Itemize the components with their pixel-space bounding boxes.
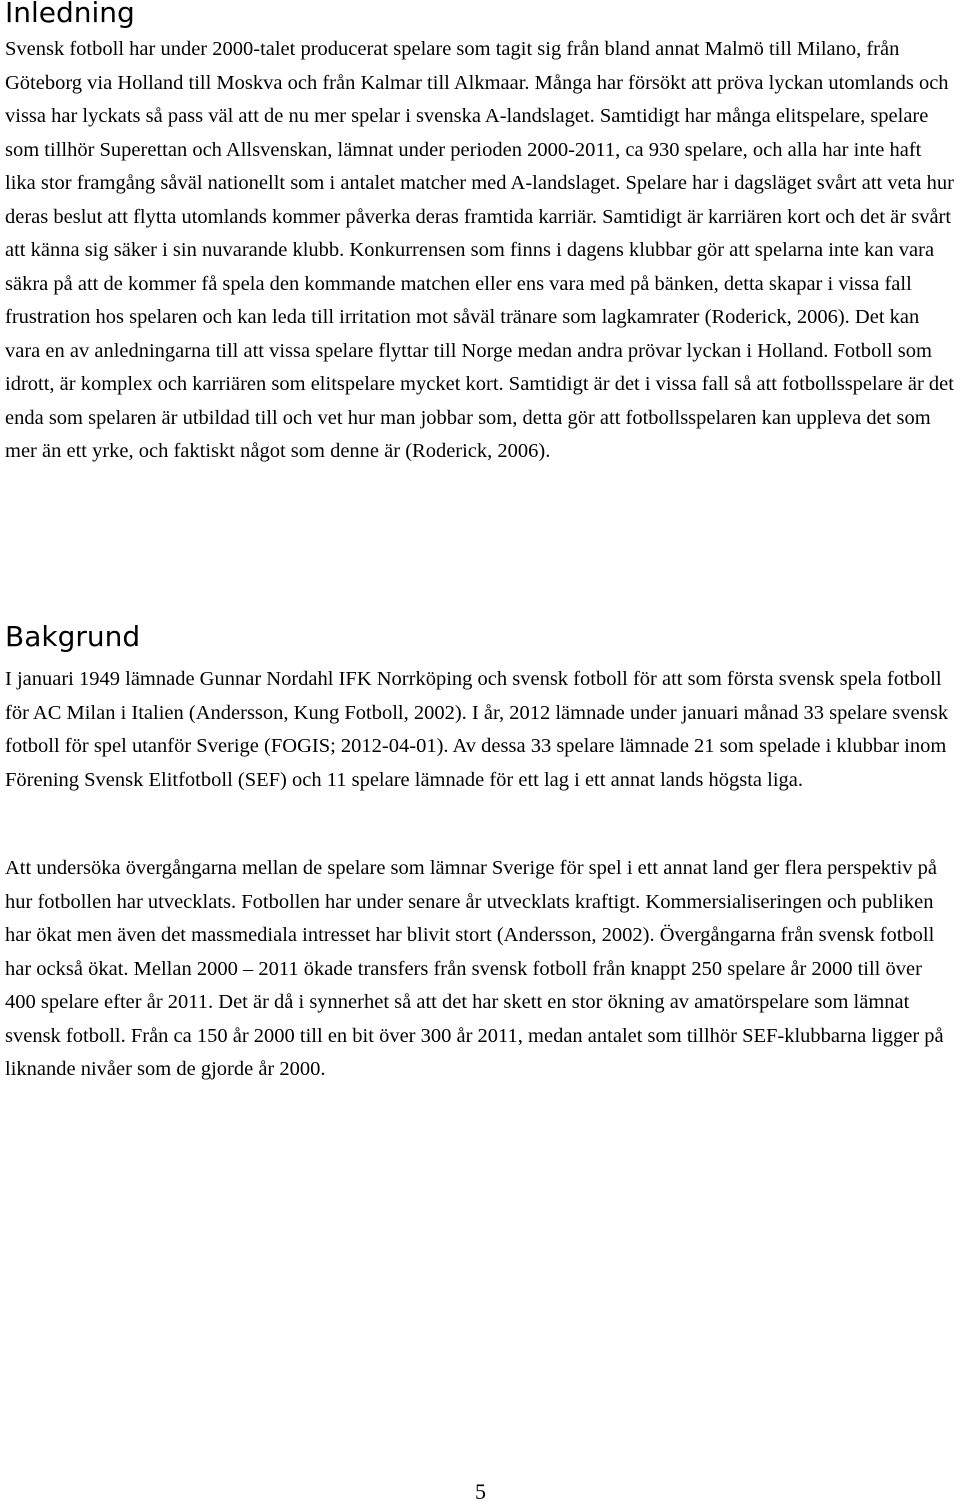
intro-paragraph: Svensk fotboll har under 2000-talet producerat spelare som tagit sig från bland annat Malmö till Milano, från Göteborg via Holland till Moskva och från Kalmar till Alkmaar. Många har försökt att pröva lyckan utomlands och vissa har lyckats så pass väl att de nu mer spelar i svenska A-landslaget. Samtidigt har många elitspelare, spelare som tillhör Superettan och Allsvenskan, lämnat under perioden 2000-2011, ca 930 spelare, och alla har inte haft lika stor framgång såväl nationellt som i antalet matcher med A-landslaget. Spelare har i dagsläget svårt att veta hur deras beslut att flytta utomlands kommer påverka deras framtida karriär. Samtidigt är karriären kort och det är svårt att känna sig säker i sin nuvarande klubb. Konkurrensen som finns i dagens klubbar gör att spelarna inte kan vara säkra på att de kommer få spela den kommande matchen eller ens vara med på bänken, detta skapar i vissa fall frustration hos spelaren och kan leda till irritation mot såväl tränare som lagkamrater (Roderick, 2006). Det kan vara en av anledningarna till att vissa spelare flyttar till Norge medan andra prövar lyckan i Holland. Fotboll som idrott, är komplex och karriären som elitspelare mycket kort. Samtidigt är det i vissa fall så att fotbollsspelare är det enda som spelaren är utbildad till och vet hur man jobbar som, detta gör att fotbollsspelaren kan uppleva det som mer än ett yrke, och faktiskt något som denne är (Roderick, 2006). — [5, 38, 954, 462]
background-paragraph-1: I januari 1949 lämnade Gunnar Nordahl IFK Norrköping och svensk fotboll för att som första svensk spela fotboll för AC Milan i Italien (Andersson, Kung Fotboll, 2002). I år, 2012 lämnade under januari månad 33 spelare svensk fotboll för spel utanför Sverige (FOGIS; 2012-04-01). Av dessa 33 spelare lämnade 21 som spelade i klubbar inom Förening Svensk Elitfotboll (SEF) och 11 spelare lämnade för ett lag i ett annat lands högsta liga. — [5, 668, 949, 791]
document-page — [5, 0, 955, 1505]
section-heading-inledning: Inledning — [5, 0, 135, 29]
section-heading-bakgrund: Bakgrund — [5, 620, 141, 653]
page-number: 5 — [475, 1479, 486, 1504]
background-paragraph-2: Att undersöka övergångarna mellan de spelare som lämnar Sverige för spel i ett annat land ger flera perspektiv på hur fotbollen har utvecklats. Fotbollen har under senare år utvecklats kraftigt. Kommersialiseringen och publiken har ökat men även det massmediala intresset har blivit stort (Andersson, 2002). Övergångarna från svensk fotboll har också ökat. Mellan 2000 – 2011 ökade transfers från svensk fotboll från knappt 250 spelare år 2000 till över 400 spelare efter år 2011. Det är då i synnerhet så att det har skett en stor ökning av amatörspelare som lämnat svensk fotboll. Från ca 150 år 2000 till en bit över 300 år 2011, medan antalet som tillhör SEF-klubbarna ligger på liknande nivåer som de gjorde år 2000. — [5, 857, 944, 1080]
